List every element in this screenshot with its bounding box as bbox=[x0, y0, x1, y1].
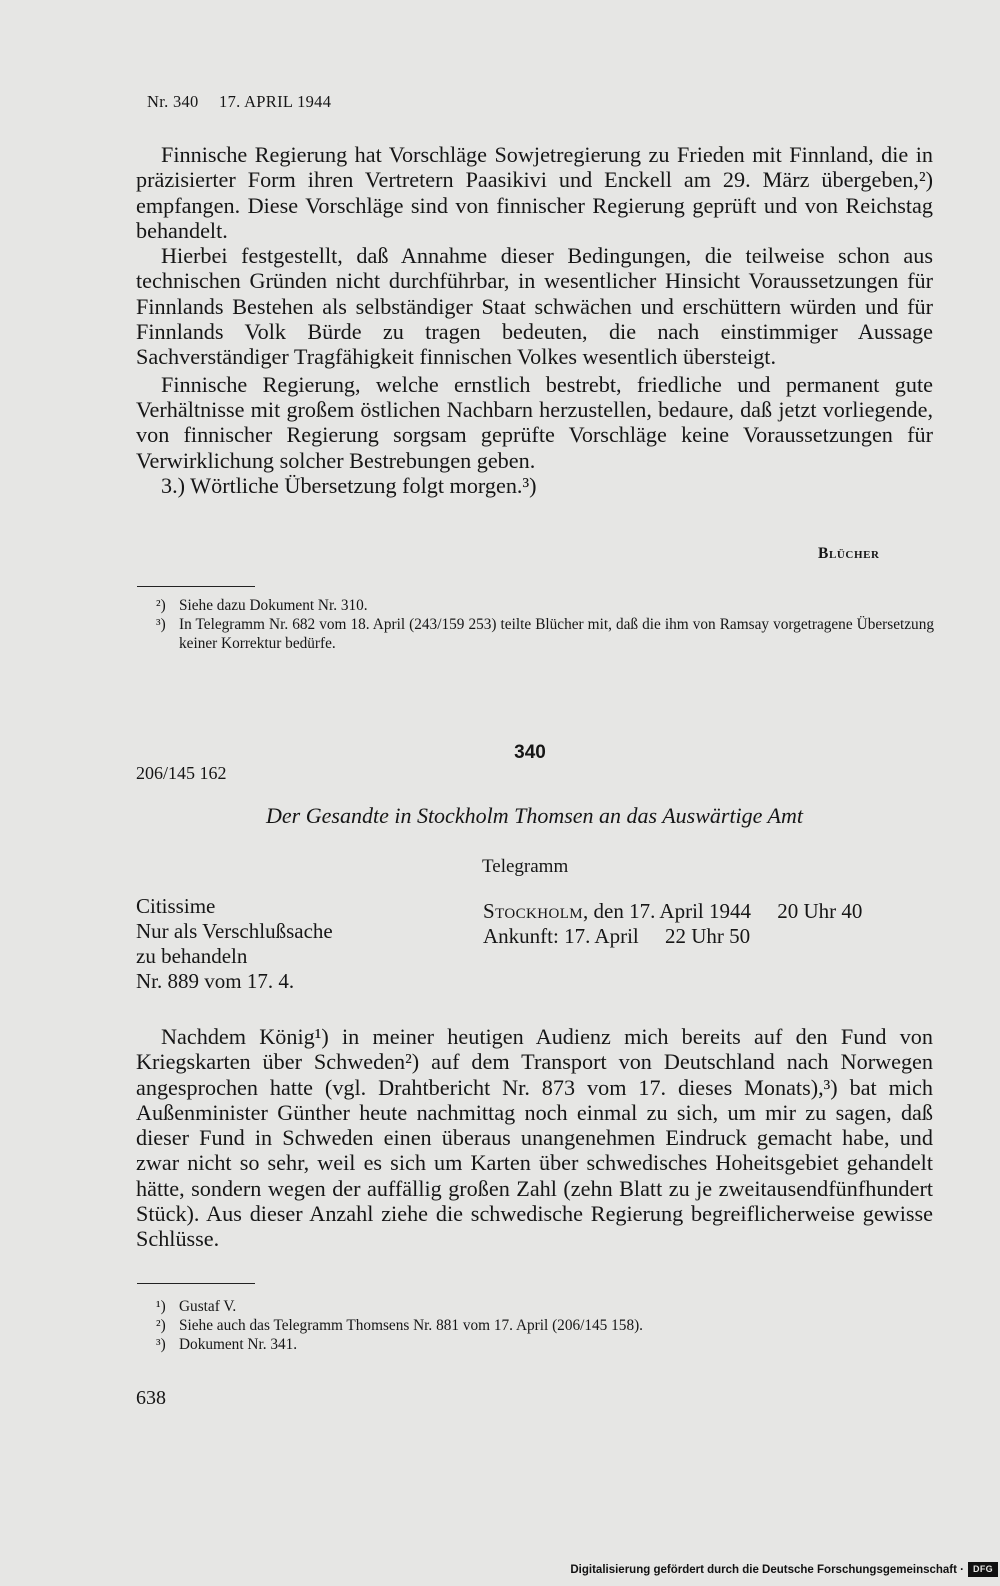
footnote-text: In Telegramm Nr. 682 vom 18. April (243/159 253) teilte Blücher mit, daß die ihm von Ramsay vorgetragene Übersetzung keiner Korrektur bedürfe. bbox=[179, 616, 934, 652]
footnote-text: Siehe auch das Telegramm Thomsens Nr. 881 vom 17. April (206/145 158). bbox=[179, 1317, 644, 1334]
page-number: 638 bbox=[136, 1387, 166, 1409]
paragraph: Hierbei festgestellt, daß Annahme dieser Bedingungen, die teilweise schon aus technischen Gründen nicht durchführbar, in wesentlicher Hinsicht Voraussetzungen für Finnlands Bestehen als selbständiger Staat schwächen und erschüttern würden und für Finnlands Volk Bürde zu tragen bedeuten, die nach einstimmiger Aussage Sachverständiger Tragfähigkeit finnischen Volkes wesentlich übersteigt. bbox=[136, 243, 933, 370]
footnote bbox=[156, 596, 934, 615]
classification-line: Nur als Verschlußsache bbox=[136, 919, 333, 943]
classification-line: zu behandeln bbox=[136, 944, 248, 968]
digitization-credit bbox=[570, 1562, 998, 1577]
dfg-logo-icon: DFG bbox=[968, 1562, 998, 1577]
paragraph: Finnische Regierung hat Vorschläge Sowjetregierung zu Frieden mit Finnland, die in präzisierter Form ihren Vertretern Paasikivi und Enckell am 29. März übergeben,²) empfangen. Diese Vorschläge sind von finnischer Regierung geprüft und von Reichstag behandelt. bbox=[136, 142, 933, 243]
dispatch-line bbox=[483, 899, 862, 924]
document-body bbox=[136, 1024, 933, 1252]
paragraph: Finnische Regierung, welche ernstlich bestrebt, friedliche und permanent gute Verhältnisse mit großem östlichen Nachbarn herzustellen, bedaure, daß jetzt vorliegende, von finnischer Regierung sorgsam geprüfte Vorschläge keine Voraussetzungen für Verwirklichung solcher Bestrebungen geben. bbox=[136, 371, 933, 473]
footnote-rule bbox=[137, 1283, 255, 1284]
telegram-dateline bbox=[483, 899, 862, 949]
footnotes-document bbox=[156, 1297, 934, 1354]
footnote-mark: ³) bbox=[156, 616, 166, 633]
running-header bbox=[147, 92, 331, 112]
footnote-text: Dokument Nr. 341. bbox=[179, 1336, 298, 1353]
priority-label: Citissime bbox=[136, 894, 216, 918]
header-doc-number: Nr. 340 bbox=[147, 92, 199, 111]
header-date: 17. APRIL 1944 bbox=[219, 92, 332, 111]
footnote-text: Gustaf V. bbox=[179, 1298, 237, 1315]
footnote-mark: ²) bbox=[156, 597, 166, 614]
dispatch-date: , den 17. April 1944 20 Uhr 40 bbox=[583, 899, 863, 923]
arrival-line: Ankunft: 17. April 22 Uhr 50 bbox=[483, 924, 751, 948]
telegram-instructions bbox=[136, 894, 333, 994]
signature: Blücher bbox=[818, 545, 880, 562]
footnote bbox=[156, 615, 934, 653]
paragraph: 3.) Wörtliche Übersetzung folgt morgen.³) bbox=[161, 472, 537, 498]
footnotes-previous bbox=[156, 596, 934, 653]
footnote-mark: ³) bbox=[156, 1336, 166, 1353]
footnote bbox=[156, 1297, 934, 1316]
previous-document-text bbox=[136, 142, 933, 498]
document-number: 340 bbox=[514, 742, 546, 763]
document-type: Telegramm bbox=[482, 856, 569, 877]
footnote-text: Siehe dazu Dokument Nr. 310. bbox=[179, 597, 368, 614]
document-title: Der Gesandte in Stockholm Thomsen an das Auswärtige Amt bbox=[266, 803, 803, 828]
paragraph: Nachdem König¹) in meiner heutigen Audienz mich bereits auf den Fund von Kriegskarten über Schweden²) auf dem Transport von Deutschland nach Norwegen angesprochen hatte (vgl. Drahtbericht Nr. 873 vom 17. dieses Monats),³) bat mich Außenminister Günther heute nachmittag noch einmal zu sich, um mir zu sagen, daß dieser Fund in Schweden einen überaus unangenehmen Eindruck gemacht habe, und zwar nicht so sehr, weil es sich um Karten über schwedisches Hoheitsgebiet gehandelt hätte, sondern wegen der auffällig großen Zahl (zehn Blatt zu je zweitausendfünfhundert Stück). Aus dieser Anzahl ziehe die schwedische Regierung begreiflicherweise gewisse Schlüsse. bbox=[136, 1024, 933, 1252]
footnote-rule bbox=[137, 586, 255, 587]
telegram-number: Nr. 889 vom 17. 4. bbox=[136, 969, 295, 993]
footnote-mark: ¹) bbox=[156, 1298, 166, 1315]
archive-reference: 206/145 162 bbox=[136, 763, 227, 783]
credit-text: Digitalisierung gefördert durch die Deutsche Forschungsgemeinschaft · bbox=[570, 1563, 964, 1576]
place-name: Stockholm bbox=[483, 899, 584, 923]
footnote bbox=[156, 1335, 934, 1354]
footnote bbox=[156, 1316, 934, 1335]
footnote-mark: ²) bbox=[156, 1317, 166, 1334]
